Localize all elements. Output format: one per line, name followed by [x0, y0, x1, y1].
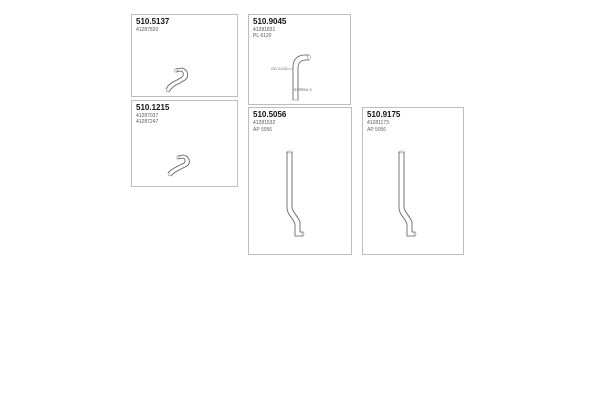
part-number: 510.5137 — [136, 17, 170, 26]
reference-number: PL 6120 — [253, 33, 272, 39]
part-card-510-9045[interactable] — [248, 14, 351, 105]
reference-number: 41281173 — [367, 120, 389, 126]
part-number: 510.9175 — [367, 110, 401, 119]
part-number: 510.9045 — [253, 17, 287, 26]
part-number: 510.1215 — [136, 103, 170, 112]
part-number: 510.5056 — [253, 110, 287, 119]
dimension-label: OD 0120 — [271, 66, 288, 71]
hose-elbow-drawing — [132, 101, 239, 188]
part-card-510-5137[interactable] — [131, 14, 238, 97]
dimension-label: ID 0140-3 — [294, 87, 312, 92]
hose-elbow-drawing — [132, 15, 239, 98]
part-card-510-9175[interactable] — [362, 107, 464, 255]
application-label: AP 5056 — [253, 127, 273, 133]
application-label: AP 5056 — [367, 127, 387, 133]
reference-number: 41281532 — [253, 120, 276, 126]
reference-number: 41287037 — [136, 113, 159, 119]
reference-number: 41287247 — [136, 119, 159, 125]
exhaust-pipe-drawing — [363, 108, 465, 256]
part-card-510-1215[interactable] — [131, 100, 238, 187]
exhaust-stack-drawing — [249, 15, 352, 106]
reference-number: 41287820 — [136, 27, 159, 33]
exhaust-pipe-drawing — [249, 108, 353, 256]
part-card-510-5056[interactable] — [248, 107, 352, 255]
reference-number: 41281831 — [253, 27, 276, 33]
